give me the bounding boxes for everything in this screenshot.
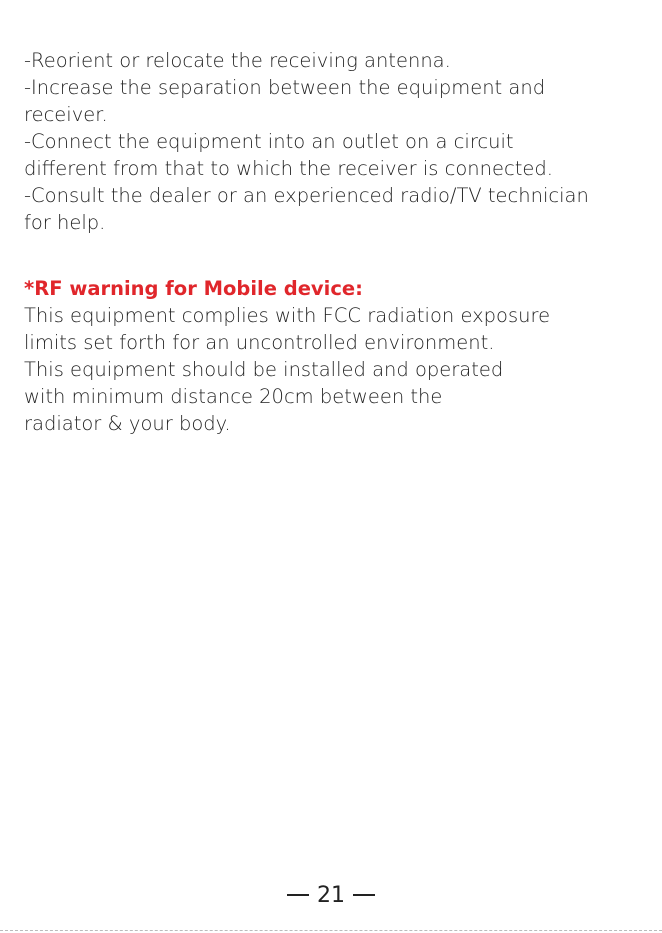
- measure-line: -Reorient or relocate the receiving antenna.: [24, 49, 451, 72]
- page-body: [24, 47, 654, 437]
- measure-line: different from that to which the receiver is connected.: [24, 157, 553, 180]
- footer-right-dash: [353, 894, 375, 896]
- measure-line: for help.: [24, 211, 106, 234]
- section-gap: [24, 236, 654, 275]
- page-bottom-edge: [0, 930, 662, 932]
- rf-warning-section: [24, 275, 654, 437]
- page-number: 21: [317, 882, 345, 908]
- page-footer: [0, 878, 662, 912]
- footer-left-dash: [287, 894, 309, 896]
- rf-warning-line: This equipment should be installed and operated: [24, 358, 504, 381]
- rf-warning-heading: *RF warning for Mobile device:: [24, 277, 363, 300]
- measure-line: -Connect the equipment into an outlet on a circuit: [24, 130, 514, 153]
- measure-line: receiver.: [24, 103, 108, 126]
- measure-line: -Consult the dealer or an experienced radio/TV technician: [24, 184, 589, 207]
- measure-line: -Increase the separation between the equipment and: [24, 76, 546, 99]
- rf-warning-line: limits set forth for an uncontrolled environment.: [24, 331, 495, 354]
- rf-warning-line: This equipment complies with FCC radiation exposure: [24, 304, 551, 327]
- interference-measures: [24, 47, 654, 236]
- rf-warning-line: with minimum distance 20cm between the: [24, 385, 443, 408]
- rf-warning-line: radiator & your body.: [24, 412, 231, 435]
